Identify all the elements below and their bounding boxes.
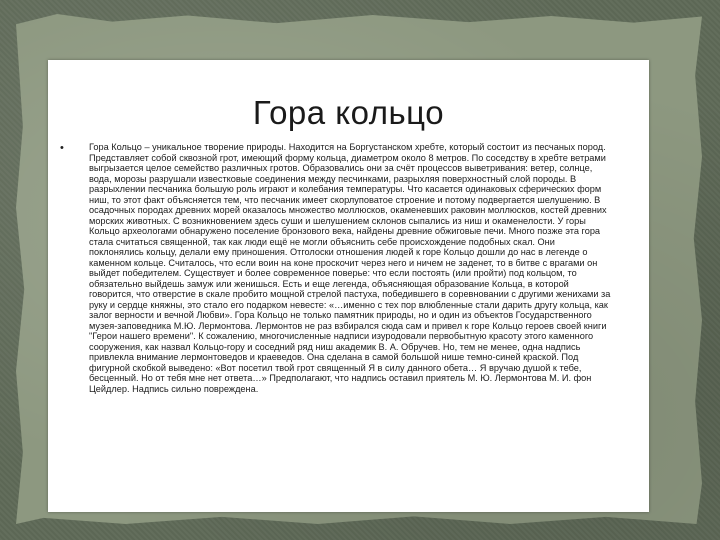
slide-body-text: Гора Кольцо – уникальное творение природы. Находится на Боргустанском хребте, который состоит из песчаных пород. Представляет собой сквозной грот, имеющий форму кольца, диаметром около 8 метров. По соседству в хребте ветрами выгрызается целое семейство различных гротов. Образовались они за счёт процессов выветривания: ветер, солнце, вода, морозы разрушали известковые соединения между песчинками, разрыхляя поверхностный слой породы. В разрыхлении песчаника большую роль играют и колебания температуры. Что касается одинаковых сферических форм ниш, то этот факт объясняется тем, что песчаник имеет скорлуповатое строение и потому подвергается шелушению. В осадочных породах древних морей оказалось множество моллюсков, окаменевших раковин моллюсков, костей древних морских животных. С возникновением здесь суши и шелушением склонов сыпались из ниш и окаменелости. У горы Кольцо археологами обнаружено поселение бронзового века, найдены древние обжиговые печи. Много позже эта гора стала считаться священной, так как люди ещё не могли объяснить себе происхождение подобных скал. Они поклонялись кольцу, делали ему приношения. Отголоски отношения людей к горе Кольцо дошли до нас в легенде о каменном кольце. Считалось, что если воин на коне проскочит через него и ничем не заденет, то в битве с врагами он выйдет победителем. Существует и более современное поверье: что если постоять (или пройти) под кольцом, то обязательно выйдешь замуж или женишься. Есть и еще легенда, объясняющая образование Кольца, в которой говорится, что отверстие в скале пробито мощной стрелой пастуха, победившего в соревновании с другими женихами за руку и сердце княжны, это стало его подарком невесте: «…именно с тех пор влюбленные стали дарить другу кольца, как залог верности и вечной Любви». Гора Кольцо не только памятник природы, но и один из объектов Государственного музея-заповедника М.Ю. Лермонтова. Лермонтов не раз взбирался сюда сам и привел к горе Кольцо героев своей книги "Герои нашего времени". К сожалению, многочисленные надписи изуродовали первобытную красоту этого каменного сооружения, как назвал Кольцо-гору и соседний ряд ниш академик В. А. Обручев. Но, тем не менее, одна надпись привлекла внимание лермонтоведов и краеведов. Она сделана в самой большой нише темно-синей краской. Под фигурной скобкой выведено: «Вот посетил твой грот священный Я в силу данного обета… Я вручаю душой к тебе, бесценный. Но от тебя мне нет ответа…» Предполагают, что надпись оставил приятель М. Ю. Лермонтова М. И. фон Цейдлер. Надпись сильно повреждена.	[89, 142, 611, 394]
bullet-marker: •	[60, 142, 64, 154]
slide	[48, 60, 649, 512]
slide-title: Гора кольцо	[252, 94, 445, 131]
